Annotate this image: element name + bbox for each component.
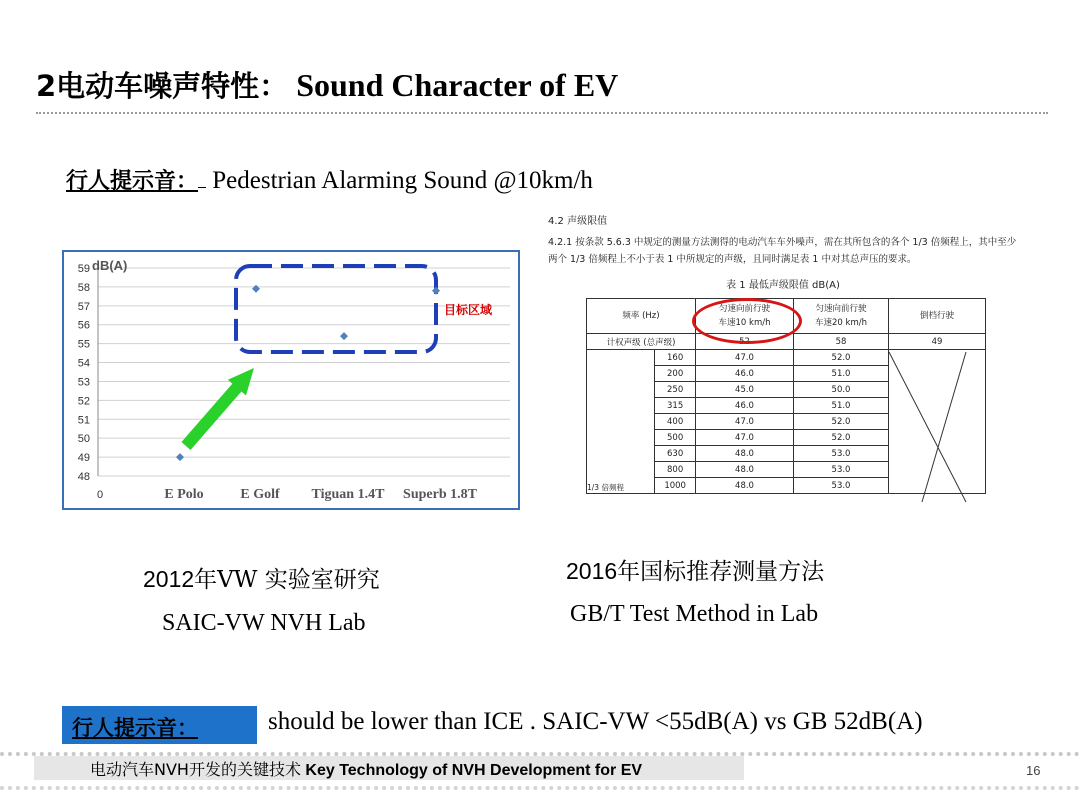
conclusion-label: 行人提示音： [72,716,198,740]
y-tick-label: 49 [77,452,90,465]
x-tick-label: 0 [96,489,104,501]
gb-header-reverse: 倒档行驶 [889,299,986,334]
gb-band-10kmh: 48.0 [696,462,794,478]
gb-band-20kmh: 53.0 [794,478,889,494]
page-number: 16 [1026,763,1041,778]
gb-band-20kmh: 52.0 [794,350,889,366]
gb-paragraph: 4.2.1 按条款 5.6.3 中规定的测量方法测得的电动汽车车外噪声，需在其所包含的各个 1/3 倍频程上，其中至少两个 1/3 倍频程上不小于表 1 中所规定的声级，且同时满足表 1 中对其总声压的要求。 [548,237,1017,265]
x-tick-label: E Golf [240,487,280,502]
gb-band-10kmh: 47.0 [696,414,794,430]
right-caption-year: 2016 [566,558,618,584]
gb-band-frequency: 800 [655,462,696,478]
data-point [176,453,184,461]
gb-band-20kmh: 50.0 [794,382,889,398]
gb-band-10kmh: 48.0 [696,446,794,462]
green-arrow [181,368,254,450]
noise-chart [62,250,520,510]
gb-standard-excerpt [548,210,1018,505]
y-tick-label: 55 [77,338,90,351]
x-tick-label: E Polo [164,487,204,502]
gb-band-frequency: 1000 [655,478,696,494]
y-tick-label: 57 [77,300,90,313]
right-caption-cn [566,553,824,586]
x-tick-label: Tiguan 1.4T [311,487,385,502]
gb-band-frequency: 500 [655,430,696,446]
footer-text-en: Key Technology of NVH Development for EV [300,762,643,779]
data-point [432,287,440,295]
footer-text [90,757,642,780]
y-tick-label: 48 [77,471,90,483]
gb-band-20kmh: 51.0 [794,366,889,382]
gb-overall-10kmh: 52 [696,334,794,350]
gb-band-10kmh: 47.0 [696,430,794,446]
gb-band-10kmh: 47.0 [696,350,794,366]
gb-band-frequency: 200 [655,366,696,382]
footer-text-cn: 电动汽车NVH开发的关键技术 [90,760,301,779]
slide-title-cn: 2电动车噪声特性： [36,69,289,103]
gb-band-20kmh: 53.0 [794,462,889,478]
data-point [252,285,260,293]
y-tick-label: 58 [77,281,90,294]
subtitle-underline [198,167,206,188]
gb-band-frequency: 315 [655,398,696,414]
left-caption-text: 年VW 实验室研究 [194,567,380,593]
subtitle [66,164,593,195]
noise-chart-svg [64,252,520,510]
gb-band-frequency: 400 [655,414,696,430]
left-caption-year: 2012 [143,566,195,592]
gb-band-frequency: 160 [655,350,696,366]
gb-header-freq: 频率 (Hz) [587,299,696,334]
y-tick-label: 50 [77,433,90,446]
reverse-column-cross [548,210,1018,505]
gb-header-20kmh: 匀速向前行驶 车速20 km/h [794,299,889,334]
gb-band-10kmh: 46.0 [696,366,794,382]
target-region-label: 目标区域 [444,303,493,317]
right-caption-text: 年国标推荐测量方法 [617,559,825,585]
y-tick-label: 59 [77,263,90,275]
gb-band-20kmh: 53.0 [794,446,889,462]
y-axis-label: dB(A) [92,258,128,273]
footer-dots-bottom [0,786,1080,790]
y-tick-label: 56 [77,319,90,332]
y-tick-label: 54 [77,357,90,370]
conclusion-text: should be lower than ICE . SAIC-VW <55dB(A) vs GB 52dB(A) [268,708,923,735]
subtitle-en: Pedestrian Alarming Sound @10km/h [212,167,593,194]
title-divider [36,112,1048,114]
gb-overall-20kmh: 58 [794,334,889,350]
gb-band-20kmh: 51.0 [794,398,889,414]
gb-band-20kmh: 52.0 [794,414,889,430]
y-tick-label: 53 [77,376,90,389]
right-caption-en: GB/T Test Method in Lab [570,601,819,627]
gb-band-10kmh: 46.0 [696,398,794,414]
y-tick-label: 52 [77,395,90,408]
gb-overall-label: 计权声级 (总声级) [587,334,696,350]
slide-title-en: Sound Character of EV [296,67,619,103]
gb-band-label: 1/3 倍频程 [587,350,655,494]
subtitle-cn: 行人提示音： [66,169,199,194]
left-caption-cn [143,561,380,594]
gb-band-10kmh: 45.0 [696,382,794,398]
gb-header-10kmh: 匀速向前行驶 车速10 km/h [696,299,794,334]
gb-band-20kmh: 52.0 [794,430,889,446]
left-caption-en: SAIC-VW NVH Lab [162,610,366,636]
target-region-box [236,266,436,352]
data-point [340,332,348,340]
gb-band-10kmh: 48.0 [696,478,794,494]
slide-title [36,64,618,105]
gb-band-frequency: 250 [655,382,696,398]
gb-table-caption: 表 1 最低声级限值 dB(A) [726,280,840,291]
x-tick-label: Superb 1.8T [403,487,477,502]
gb-overall-reverse: 49 [889,334,986,350]
gb-section-heading: 4.2 声级限值 [548,216,608,227]
y-tick-label: 51 [77,414,90,427]
gb-band-frequency: 630 [655,446,696,462]
